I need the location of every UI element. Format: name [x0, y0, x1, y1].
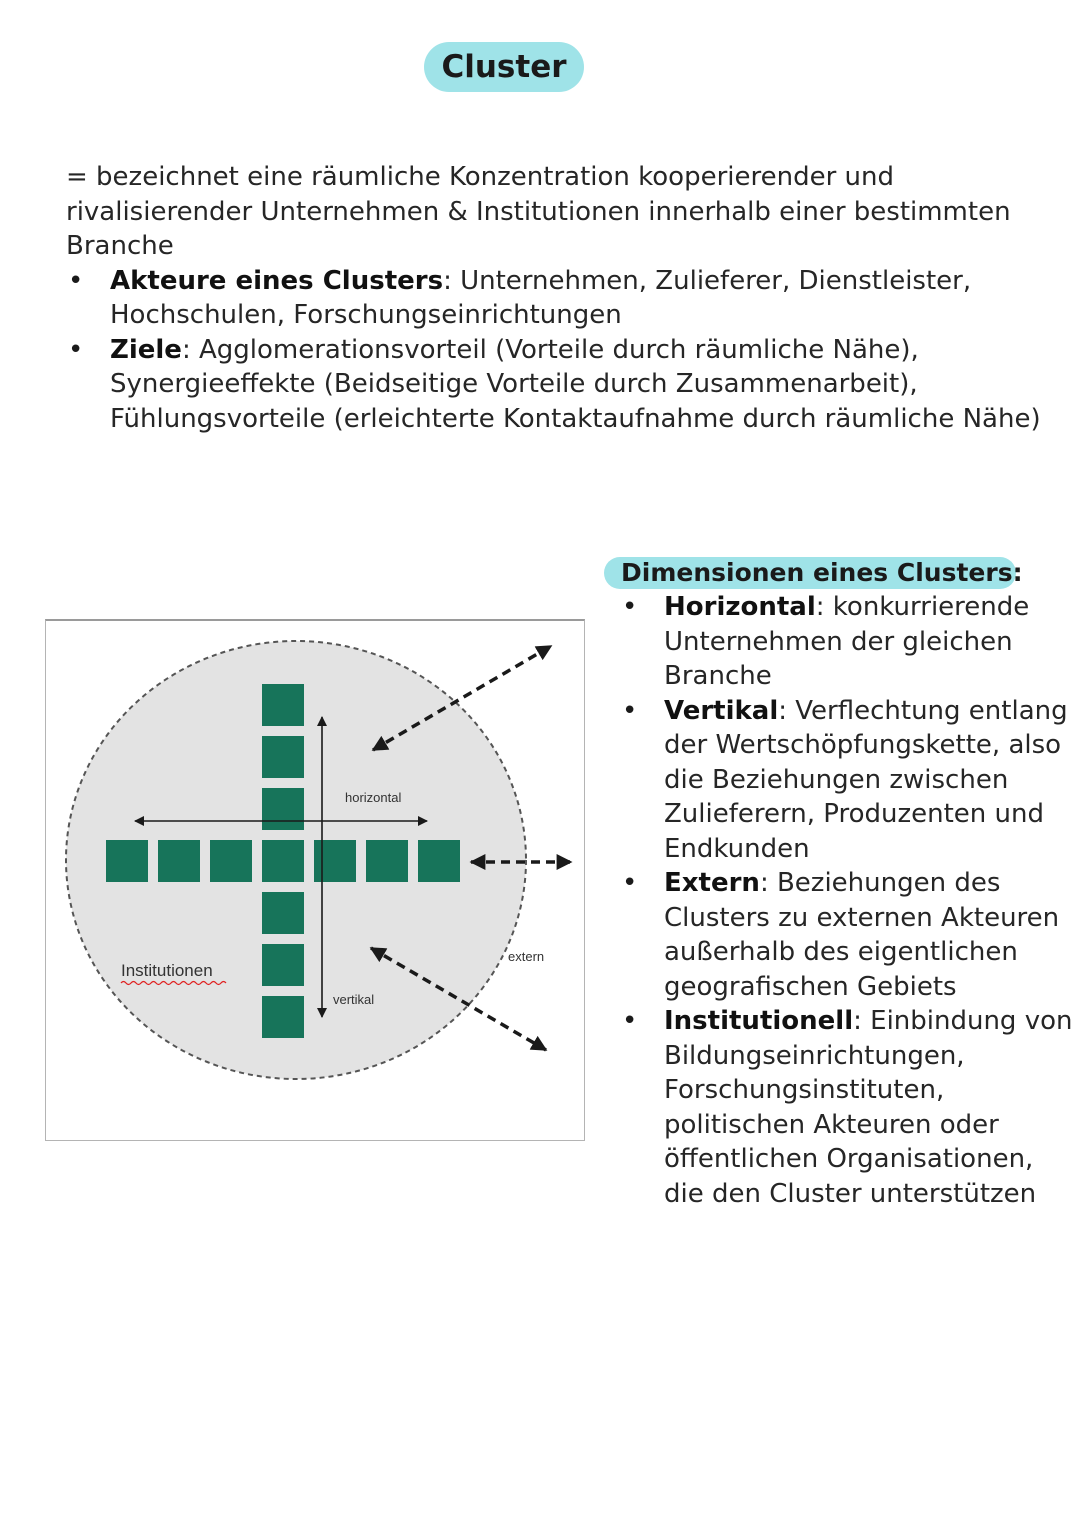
- block-vertical-1: [262, 684, 304, 726]
- block-horizontal-3: [210, 840, 252, 882]
- bullet-ziele: [66, 333, 1056, 437]
- block-horizontal-5: [366, 840, 408, 882]
- label-vertical: vertikal: [333, 992, 375, 1007]
- definition-text: = bezeichnet eine räumliche Konzentration kooperierender und rivalisierender Unternehmen & Institutionen innerhalb einer bestimmten Branche: [66, 162, 1011, 261]
- bullet-akteure: [66, 264, 1056, 333]
- bullet-term: Akteure eines Clusters: [110, 265, 444, 296]
- dimensions-list: [620, 590, 1080, 1211]
- dimension-institutionell: [620, 1004, 1080, 1211]
- dimension-separator: :: [759, 868, 769, 898]
- block-horizontal-1: [106, 840, 148, 882]
- dimension-text: Verflechtung entlang der Wertschöpfungskette, also die Beziehungen zwischen Zulieferern, Produzenten und Endkunden: [664, 695, 1068, 864]
- block-vertical-4: [262, 892, 304, 934]
- bullet-separator: :: [181, 334, 191, 365]
- bullet-text: Unternehmen, Zulieferer, Dienstleister, Hochschulen, Forschungseinrichtungen: [110, 265, 972, 330]
- dimension-separator: :: [778, 695, 788, 726]
- block-vertical-5: [262, 944, 304, 986]
- page-title: Cluster: [424, 42, 584, 92]
- block-horizontal-2: [158, 840, 200, 882]
- label-institutionen: Institutionen: [121, 961, 213, 980]
- block-center: [262, 840, 304, 882]
- bullet-term: Ziele: [110, 334, 182, 365]
- dimension-text: Beziehungen des Clusters zu externen Akteuren außerhalb des eigentlichen geografischen Gebiets: [664, 868, 1060, 1002]
- block-vertical-3: [262, 788, 304, 830]
- dimension-term: Institutionell: [664, 1006, 854, 1036]
- dimension-term: Vertikal: [664, 695, 779, 726]
- dimension-separator: :: [815, 592, 825, 622]
- dimensions-heading: Dimensionen eines Clusters:: [604, 557, 1016, 589]
- bullet-text: Agglomerationsvorteil (Vorteile durch räumliche Nähe), Synergieeffekte (Beidseitige Vorteile durch Zusammenarbeit), Fühlungsvorteile (erleichterte Kontaktaufnahme durch räumliche Nähe): [110, 334, 1041, 434]
- dimension-separator: :: [853, 1006, 862, 1036]
- label-horizontal: horizontal: [345, 790, 402, 805]
- dimension-text: Einbindung von Bildungseinrichtungen, Forschungsinstituten, politischen Akteuren oder öffentlichen Organisationen, die den Cluster unterstützen: [664, 1006, 1073, 1209]
- dimension-extern: [620, 866, 1080, 1004]
- cluster-diagram-svg: [46, 621, 584, 1140]
- dimension-text: konkurrierende Unternehmen der gleichen Branche: [664, 592, 1030, 691]
- block-vertical-6: [262, 996, 304, 1038]
- dimension-horizontal: [620, 590, 1080, 694]
- block-horizontal-6: [418, 840, 460, 882]
- dimensions-section: [620, 590, 1080, 1211]
- intro-section: [66, 160, 1056, 436]
- dimension-term: Horizontal: [664, 592, 816, 622]
- bullet-separator: :: [443, 265, 452, 296]
- block-horizontal-4: [314, 840, 356, 882]
- cluster-diagram: [45, 619, 585, 1141]
- dimension-term: Extern: [664, 868, 760, 898]
- intro-bullet-list: [66, 264, 1056, 437]
- dimension-vertikal: [620, 694, 1080, 867]
- label-extern: extern: [508, 949, 545, 964]
- block-vertical-2: [262, 736, 304, 778]
